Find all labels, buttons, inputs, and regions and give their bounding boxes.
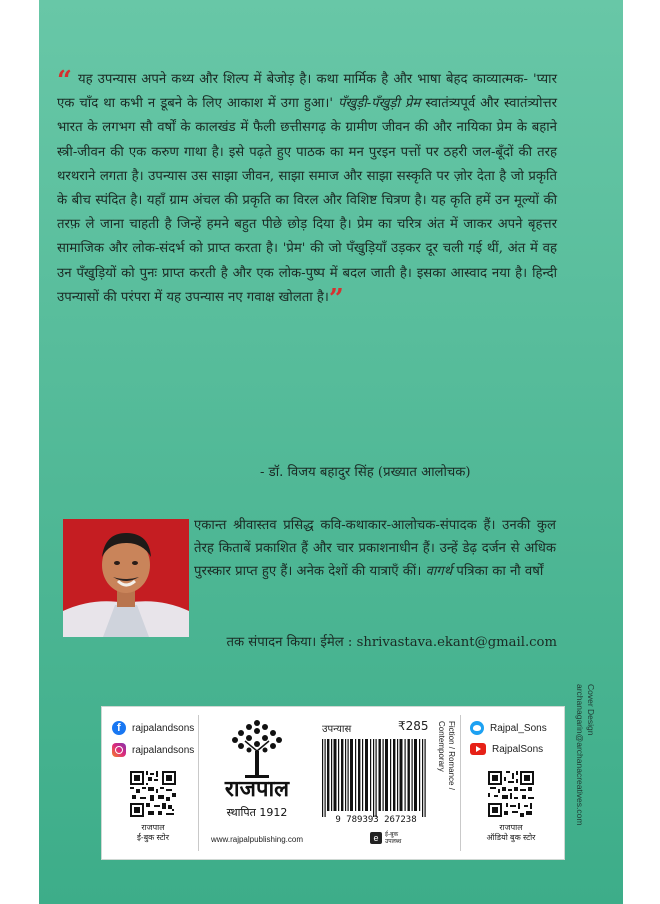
author-photo <box>63 519 189 637</box>
cover-design-label: Cover Design <box>586 684 596 736</box>
magazine-name: वागर्थ <box>425 564 453 580</box>
tree-logo-icon <box>207 717 307 779</box>
isbn-digits: 9 789393 267238 <box>335 815 417 825</box>
genre-label: उपन्यास <box>322 724 352 735</box>
book-title-italic: पँखुड़ी-पँखुड़ी प्रेम <box>337 96 421 112</box>
quote-attribution: - डॉ. विजय बहादुर सिंह (प्रख्यात आलोचक) <box>260 465 471 480</box>
facebook-icon: f <box>112 721 126 735</box>
cover-design-email: archanagarin@archanacreatives.com <box>575 684 585 826</box>
facebook-handle[interactable]: f rajpalandsons <box>112 721 194 735</box>
ebook-available-badge: e ई-बुक उपलब्ध <box>370 831 401 845</box>
genre-vertical-wrapper <box>436 721 458 831</box>
blurb-quote <box>57 66 557 314</box>
publisher-logo <box>207 717 307 827</box>
isbn-barcode <box>320 739 432 821</box>
author-bio-text: एकान्त श्रीवास्तव प्रसिद्ध कवि-कथाकार-आलोचक-संपादक हैं। उनकी कुल तेरह किताबें प्रकाशित हैं और चार प्रकाशनाधीन हैं। उन्हें डेढ़ दर्जन से अधिक पुरस्कार प्राप्त हुए हैं। अनेक देशों की यात्राएँ कीं। <box>194 518 556 580</box>
close-quote-icon: ” <box>328 283 344 314</box>
youtube-icon <box>470 743 486 755</box>
audiobook-store-qr-code[interactable] <box>488 771 534 817</box>
youtube-handle[interactable]: RajpalSons <box>470 743 543 755</box>
audiobook-store-caption: राजपाल ऑडियो बुक स्टोर <box>486 823 536 842</box>
author-bio-email-line: तक संपादन किया। ईमेल : shrivastava.ekant@gmail.com <box>226 635 557 650</box>
price: ₹285 <box>398 719 429 733</box>
open-quote-icon: “ <box>57 66 72 96</box>
cover-design-credit <box>568 684 598 864</box>
divider <box>460 715 461 851</box>
publisher-info-box <box>101 706 565 860</box>
genre-vertical-text: Fiction / Romance / Contemporary <box>437 721 456 793</box>
ebook-icon: e <box>370 832 382 844</box>
instagram-icon <box>112 743 126 757</box>
ebook-store-caption: राजपाल ई-बुक स्टोर <box>136 823 169 842</box>
twitter-handle[interactable]: Rajpal_Sons <box>470 721 547 735</box>
divider <box>198 715 199 851</box>
publisher-name: राजपाल <box>224 777 290 802</box>
blurb-text-part1: यह उपन्यास अपने कथ्य और शिल्प में बेजोड़ है। कथा मार्मिक है और भाषा बेहद काव्यात्मक- 'प्यार एक चाँद था कभी न डूबने के लिए आकाश में उगा हुआ।' <box>57 72 557 112</box>
established-year: स्थापित 1912 <box>226 806 288 819</box>
author-bio <box>194 514 556 584</box>
ebook-store-qr-code[interactable] <box>130 771 176 817</box>
instagram-handle[interactable]: rajpalandsons <box>112 743 194 757</box>
twitter-icon <box>470 721 484 735</box>
publisher-website[interactable]: www.rajpalpublishing.com <box>210 835 304 844</box>
author-bio-text-b: पत्रिका का नौ वर्षों <box>452 564 544 580</box>
blurb-text-part2: स्वातंत्र्यपूर्व और स्वातंत्र्योत्तर भारत के लगभग सौ वर्षों के कालखंड में फैली छत्तीसगढ़ के ग्रामीण जीवन की और नायिका प्रेम के बहाने स्त्री-जीवन की एक करुण गाथा है। इसे पढ़ते हुए पाठक का मन पुरइन पत्तों पर ठहरी जल-बूँदों की तरह थरथराने लगता है। उपन्यास उस साझा जीवन, साझा समाज और साझा सस्कृति पर ज़ोर देता है जो प्रकृति के बीच स्पंदित है। यहाँ ग्राम अंचल की प्रकृति का विरल और विशिष्ट चित्रण है। यह कृति हमें उन मूल्यों की तरफ़ ले जाना चाहती है जिन्हें हमने बहुत पीछे छोड़ दिया है। प्रेम का चरित्र अंत में जाकर अपने बृहत्तर सामाजिक और लोक-संदर्भ को प्राप्त करता है। 'प्रेम' की जो पँखुड़ियाँ उड़कर दूर चली गई थीं, अंत में वह उन पँखुड़ियों को पुनः प्राप्त करती है और एक लोक-पुष्प में बदल जाती है। इसका आस्वाद नया है। हिन्दी उपन्यासों की परंपरा में यह उपन्यास नए गवाक्ष खोलता है। <box>57 96 557 305</box>
